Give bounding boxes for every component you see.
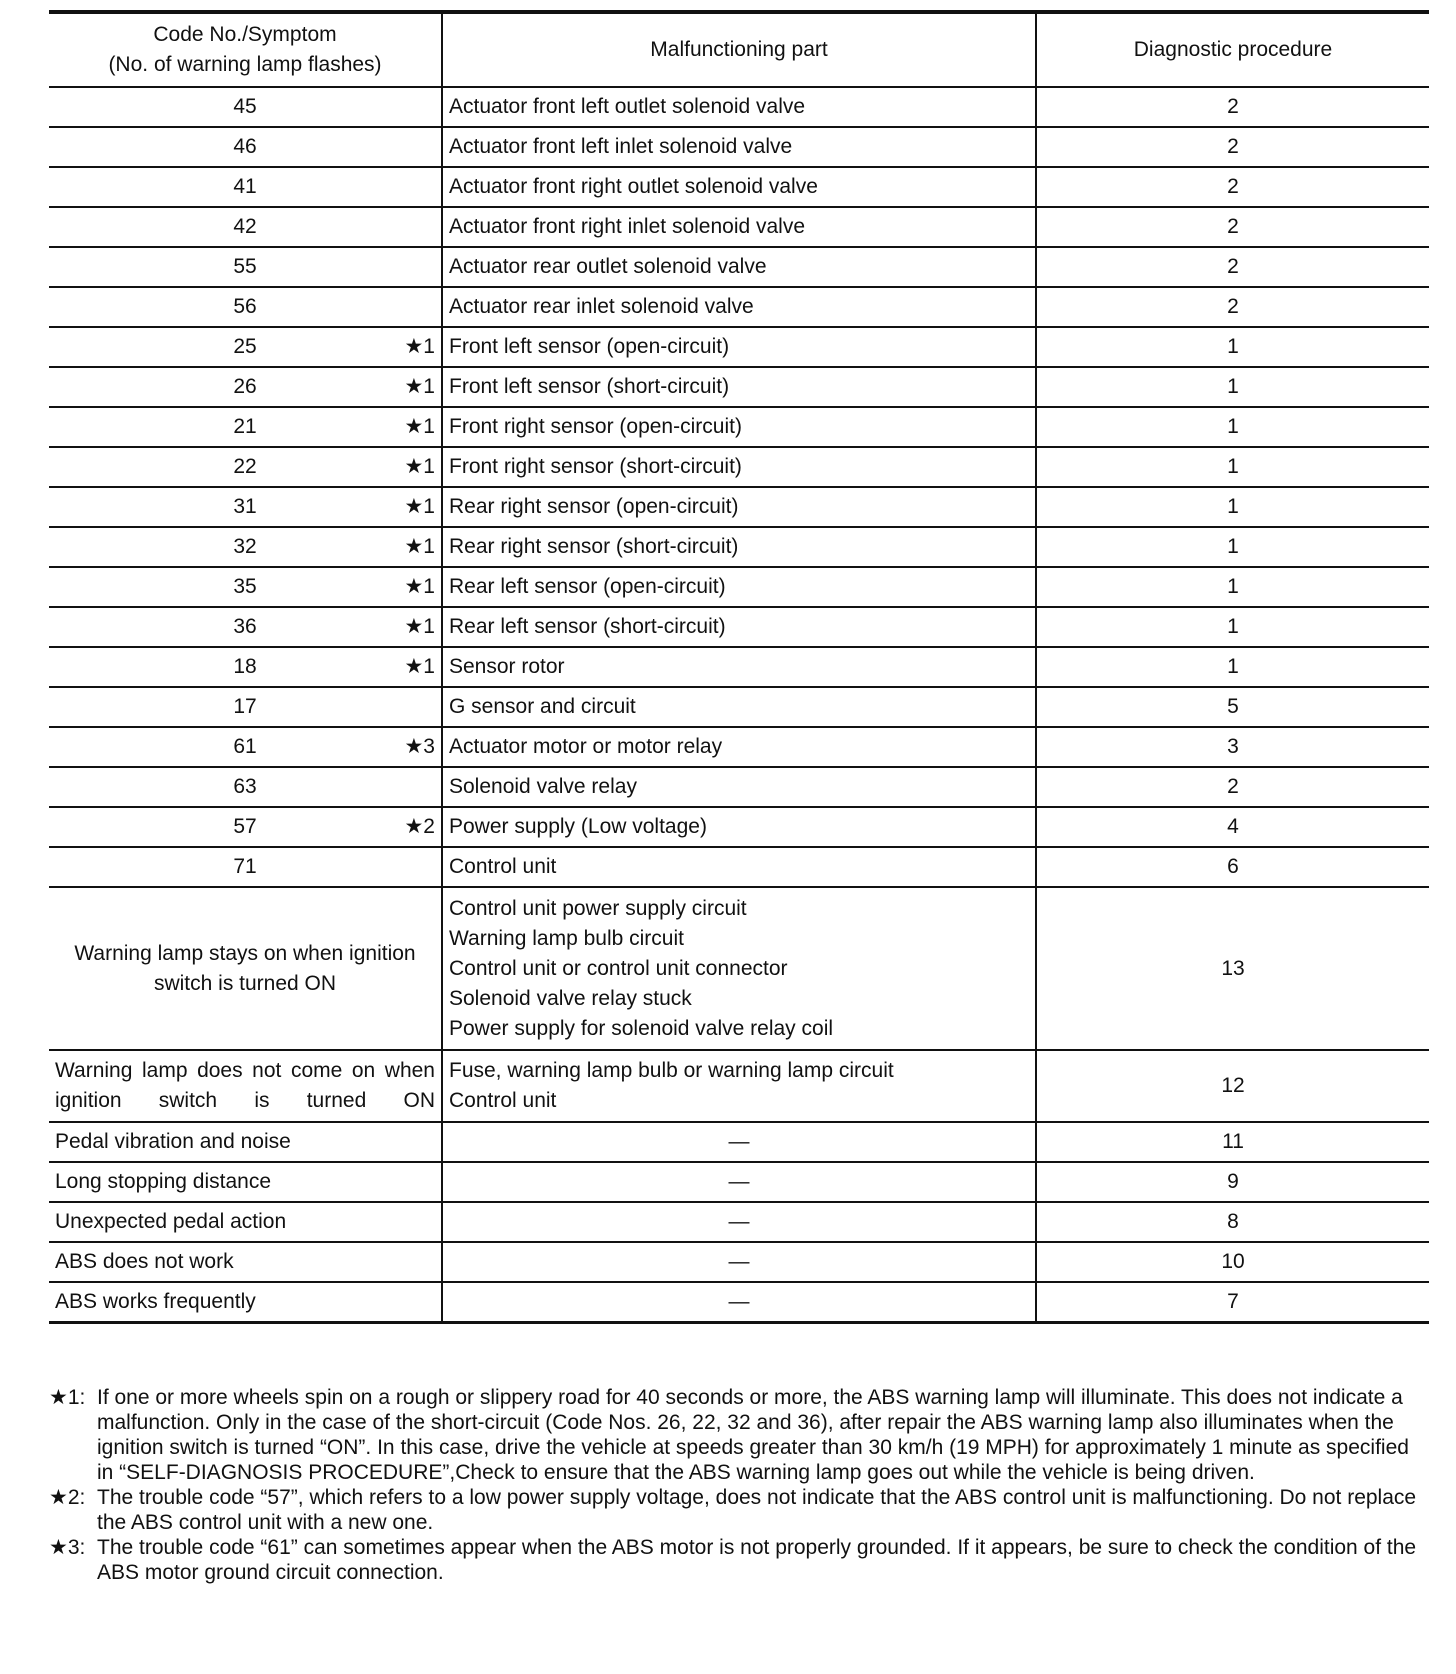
table-body [49,87,1429,1322]
symptom-cell: ABS does not work [49,1242,442,1282]
table-row [49,1242,1429,1282]
code-cell [49,247,442,287]
malfunctioning-part-cell: Front right sensor (short-circuit) [442,447,1036,487]
code-number: 36 [233,615,257,638]
footnote-text: The trouble code “61” can sometimes appear when the ABS motor is not properly grounded. If it appears, be sure to check the condition of the ABS motor ground circuit connection. [97,1536,1417,1584]
symptom-cell: ABS works frequently [49,1282,442,1322]
code-cell [49,527,442,567]
table-row [49,87,1429,127]
code-cell [49,767,442,807]
malfunctioning-part-cell: Front left sensor (open-circuit) [442,327,1036,367]
malfunctioning-part-cell: — [442,1242,1036,1282]
footnote-star-mark: ★2 [404,815,435,838]
code-number: 17 [233,695,257,718]
symptom-cell: Pedal vibration and noise [49,1122,442,1162]
malfunctioning-part-cell: Sensor rotor [442,647,1036,687]
footnote-mark: ★1: [49,1386,86,1409]
malfunctioning-part-cell: Solenoid valve relay [442,767,1036,807]
code-number: 22 [233,455,257,478]
diagnostic-procedure-cell: 2 [1036,127,1429,167]
table-row [49,167,1429,207]
table-row [49,247,1429,287]
code-number: 46 [233,135,257,158]
code-number: 55 [233,255,257,278]
diagnostic-procedure-cell: 7 [1036,1282,1429,1322]
table-row [49,767,1429,807]
code-cell [49,567,442,607]
code-number: 21 [233,415,257,438]
footnote [49,1485,1431,1535]
diagnostic-procedure-cell: 1 [1036,487,1429,527]
malfunctioning-part-cell: Front right sensor (open-circuit) [442,407,1036,447]
code-number: 56 [233,295,257,318]
diagnostic-procedure-cell: 2 [1036,87,1429,127]
symptom-cell: Warning lamp does not come on when ignition switch is turned ON [49,1050,442,1122]
table-row [49,287,1429,327]
table-row [49,487,1429,527]
code-cell [49,727,442,767]
code-number: 31 [233,495,257,518]
diagnostic-procedure-cell: 5 [1036,687,1429,727]
table-row [49,367,1429,407]
code-cell [49,447,442,487]
diagnostic-procedure-cell: 1 [1036,407,1429,447]
footnote-star-mark: ★1 [404,335,435,358]
table-row [49,567,1429,607]
table-row [49,1162,1429,1202]
code-cell [49,687,442,727]
table-row [49,447,1429,487]
footnote-star-mark: ★1 [404,375,435,398]
code-number: 71 [233,855,257,878]
table-header-row [49,12,1429,87]
malfunctioning-part-cell: Rear left sensor (short-circuit) [442,607,1036,647]
malfunctioning-part-cell: Actuator rear outlet solenoid valve [442,247,1036,287]
diagnostic-procedure-cell: 8 [1036,1202,1429,1242]
malfunctioning-part-cell [442,887,1036,1050]
diagnostic-procedure-cell: 1 [1036,327,1429,367]
code-number: 45 [233,95,257,118]
malfunctioning-part-cell: Actuator front right inlet solenoid valve [442,207,1036,247]
footnote-star-mark: ★1 [404,575,435,598]
code-cell [49,287,442,327]
table-row [49,127,1429,167]
part-line: Control unit or control unit connector [449,956,788,980]
diagnostic-procedure-cell: 4 [1036,807,1429,847]
footnote-mark: ★3: [49,1536,86,1559]
malfunctioning-part-cell: Rear right sensor (short-circuit) [442,527,1036,567]
footnote-star-mark: ★1 [404,655,435,678]
table-row [49,327,1429,367]
footnote-star-mark: ★1 [404,455,435,478]
code-number: 26 [233,375,257,398]
diagnostic-procedure-cell: 2 [1036,287,1429,327]
footnote-star-mark: ★1 [404,615,435,638]
code-cell [49,607,442,647]
table-row [49,647,1429,687]
table-row [49,1202,1429,1242]
diagnostic-procedure-cell: 11 [1036,1122,1429,1162]
diagnostic-procedure-cell: 13 [1036,887,1429,1050]
code-number: 42 [233,215,257,238]
code-number: 41 [233,175,257,198]
symptom-cell: Warning lamp stays on when ignition switch is turned ON [49,887,442,1050]
diagnostic-procedure-cell: 2 [1036,167,1429,207]
code-cell [49,207,442,247]
malfunctioning-part-cell: — [442,1202,1036,1242]
table-row [49,407,1429,447]
code-number: 61 [233,735,257,758]
code-cell [49,87,442,127]
malfunctioning-part-cell: — [442,1282,1036,1322]
diagnostic-procedure-cell: 1 [1036,647,1429,687]
footnote-mark: ★2: [49,1486,86,1509]
code-number: 18 [233,655,257,678]
code-cell [49,327,442,367]
malfunctioning-part-cell: — [442,1122,1036,1162]
part-line: Control unit power supply circuit [449,896,747,920]
table-row [49,1282,1429,1322]
footnote-star-mark: ★1 [404,535,435,558]
code-cell [49,167,442,207]
malfunctioning-part-cell: G sensor and circuit [442,687,1036,727]
part-line: Control unit [449,1089,557,1112]
code-cell [49,367,442,407]
header-code-symptom: Code No./Symptom (No. of warning lamp flashes) [49,12,442,87]
malfunctioning-part-cell: — [442,1162,1036,1202]
footnote-star-mark: ★1 [404,415,435,438]
diagnostic-procedure-cell: 12 [1036,1050,1429,1122]
part-line: Warning lamp bulb circuit [449,926,684,950]
table-row [49,1050,1429,1122]
table-row [49,687,1429,727]
code-cell [49,807,442,847]
diagnostic-procedure-cell: 1 [1036,607,1429,647]
malfunctioning-part-cell: Actuator rear inlet solenoid valve [442,287,1036,327]
malfunctioning-part-cell: Front left sensor (short-circuit) [442,367,1036,407]
footnote-star-mark: ★3 [404,735,435,758]
code-number: 32 [233,535,257,558]
header-malfunctioning-part: Malfunctioning part [442,12,1036,87]
malfunctioning-part-cell: Actuator front left outlet solenoid valve [442,87,1036,127]
diagnostic-procedure-cell: 9 [1036,1162,1429,1202]
code-number: 63 [233,775,257,798]
footnote-text: The trouble code “57”, which refers to a low power supply voltage, does not indicate that the ABS control unit is malfunctioning. Do not replace the ABS control unit with a new one. [97,1486,1417,1534]
malfunctioning-part-cell [442,1050,1036,1122]
footnote [49,1535,1431,1585]
malfunctioning-part-cell: Actuator front left inlet solenoid valve [442,127,1036,167]
code-cell [49,127,442,167]
diagnostic-procedure-cell: 2 [1036,207,1429,247]
footnote-text: If one or more wheels spin on a rough or slippery road for 40 seconds or more, the ABS warning lamp will illuminate. This does not indicate a malfunction. Only in the case of the short-circuit (Code Nos. 26, 22, 32 and 36), after repair the ABS warning lamp also illuminates when the ignition switch is turned “ON”. In this case, drive the vehicle at speeds greater than 30 km/h (19 MPH) for approximately 1 minute as specified in “SELF-DIAGNOSIS PROCEDURE”,Check to ensure that the ABS warning lamp goes out while the vehicle is being driven. [97,1386,1409,1484]
diagnostic-procedure-cell: 2 [1036,767,1429,807]
code-number: 35 [233,575,257,598]
diagnostic-procedure-cell: 1 [1036,527,1429,567]
part-line: Solenoid valve relay stuck [449,986,692,1010]
diagnostic-procedure-cell: 1 [1036,367,1429,407]
footnote [49,1385,1431,1485]
code-cell [49,487,442,527]
table-row [49,527,1429,567]
footnote-star-mark: ★1 [404,495,435,518]
code-number: 57 [233,815,257,838]
table-row [49,847,1429,887]
diagnostic-procedure-cell: 10 [1036,1242,1429,1282]
diagnostic-procedure-cell: 6 [1036,847,1429,887]
part-line: Power supply for solenoid valve relay coil [449,1016,834,1040]
symptom-cell: Unexpected pedal action [49,1202,442,1242]
table-row [49,207,1429,247]
code-cell [49,647,442,687]
diagnostic-procedure-cell: 2 [1036,247,1429,287]
table-row [49,807,1429,847]
malfunctioning-part-cell: Rear left sensor (open-circuit) [442,567,1036,607]
malfunctioning-part-cell: Rear right sensor (open-circuit) [442,487,1036,527]
malfunctioning-part-cell: Actuator motor or motor relay [442,727,1036,767]
diagnostic-table [49,10,1429,1324]
diagnostic-procedure-cell: 1 [1036,567,1429,607]
table-row [49,607,1429,647]
part-line: Fuse, warning lamp bulb or warning lamp circuit [449,1059,894,1082]
malfunctioning-part-cell: Actuator front right outlet solenoid valve [442,167,1036,207]
symptom-cell: Long stopping distance [49,1162,442,1202]
code-cell [49,847,442,887]
diagnostic-procedure-cell: 1 [1036,447,1429,487]
malfunctioning-part-cell: Power supply (Low voltage) [442,807,1036,847]
code-cell [49,407,442,447]
malfunctioning-part-cell: Control unit [442,847,1036,887]
table-row [49,1122,1429,1162]
table-row [49,727,1429,767]
footnotes [49,1385,1431,1585]
header-diagnostic-procedure: Diagnostic procedure [1036,12,1429,87]
code-number: 25 [233,335,257,358]
table-row [49,887,1429,1050]
diagnostic-procedure-cell: 3 [1036,727,1429,767]
